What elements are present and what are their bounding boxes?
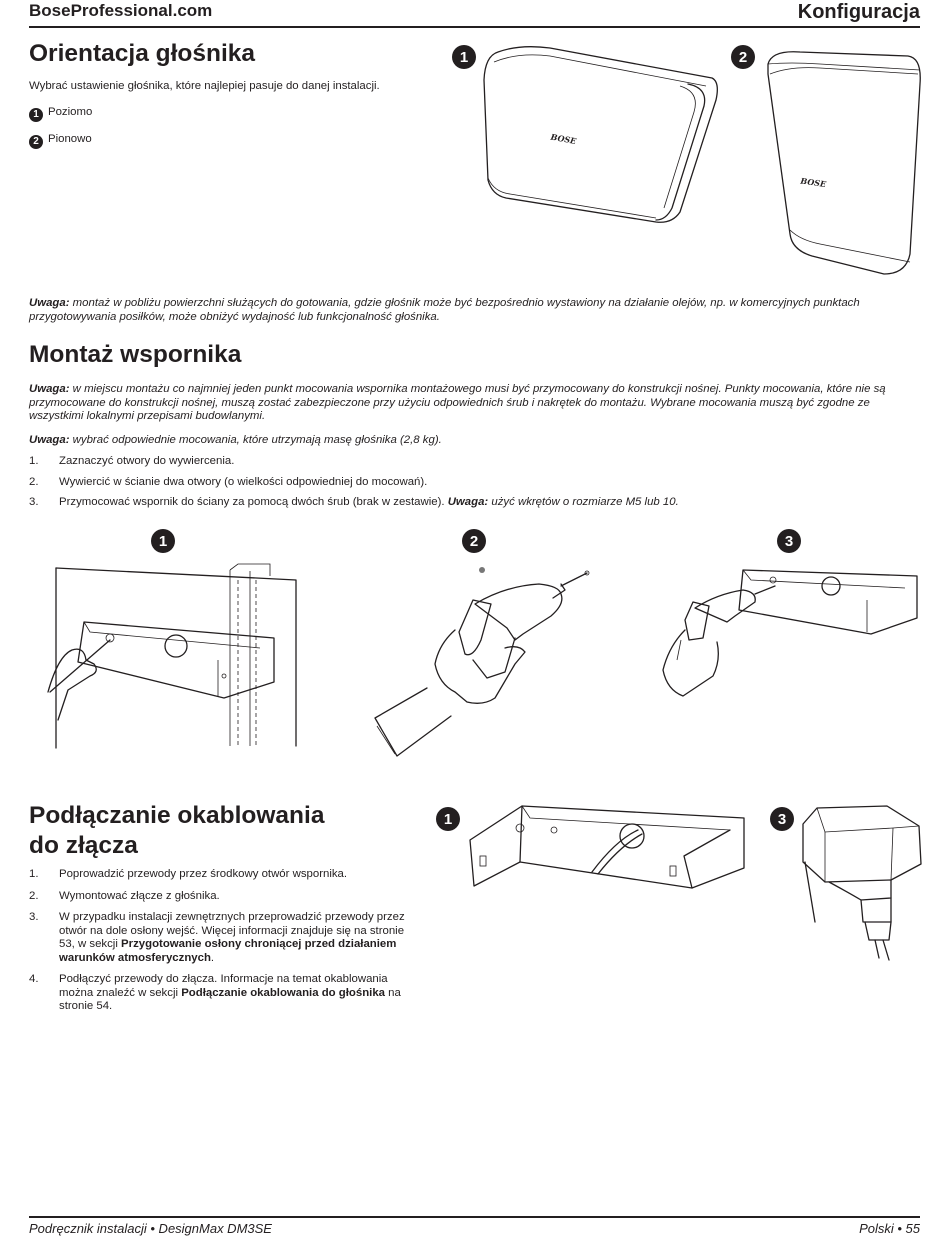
figure-badge-step1: 1 [151,529,175,553]
bose-logo-horizontal: BOSE [549,131,578,146]
figure-badge-step2: 2 [462,529,486,553]
vertical-speaker-illustration [760,44,930,280]
site-name: BoseProfessional.com [29,1,213,20]
option-label: Pionowo [48,133,92,145]
footer-page-number: Polski • 55 [859,1221,920,1236]
wiring-title: Podłączanie okablowania do złącza [29,802,325,859]
note-text: wybrać odpowiednie mocowania, które utrzymają masę głośnika (2,8 kg). [69,434,442,446]
list-item: 2. Wymontować złącze z głośnika. [29,889,220,902]
drill-holes-illustration [355,560,595,770]
option-label: Poziomo [48,106,93,118]
orientation-note [29,297,921,324]
bracket-note-structure [29,383,921,424]
orientation-option-vertical [29,133,92,149]
list-item: 1. Poprowadzić przewody przez środkowy otwór wspornika. [29,868,348,880]
orientation-option-horizontal [29,106,92,122]
figure-badge-step3: 3 [777,529,801,553]
wiring-steps [29,868,419,1014]
section-title: Konfiguracja [797,1,920,23]
mark-holes-illustration [28,560,308,755]
bracket-steps [29,455,679,510]
list-item: 2. Wywiercić w ścianie dwa otwory (o wielkości odpowiedniej do mocowań). [29,475,428,488]
number-badge: 1 [29,108,43,122]
horizontal-speaker-illustration [480,40,725,230]
list-item: 1. Zaznaczyć otwory do wywiercenia. [29,455,235,467]
orientation-intro: Wybrać ustawienie głośnika, które najlepiej pasuje do danej instalacji. [29,80,380,92]
list-item: 3. Przymocować wspornik do ściany za pomocą dwóch śrub (brak w zestawie). Uwaga: użyć wkrętów o rozmiarze M5 lub 10. [29,496,679,508]
bracket-note-weight [29,434,442,448]
figure-badge-wiring3: 3 [770,807,794,831]
bracket-title: Montaż wspornika [29,341,242,368]
figure-badge-wiring1: 1 [436,807,460,831]
orientation-title: Orientacja głośnika [29,40,256,67]
connector-illustration [795,802,925,962]
footer-manual-title: Podręcznik instalacji • DesignMax DM3SE [29,1221,272,1236]
note-label: Uwaga: [29,434,70,446]
figure-badge-horizontal: 1 [452,45,476,69]
bracket-cable-illustration [460,800,750,905]
note-label: Uwaga: [29,297,70,309]
note-text: montaż w pobliżu powierzchni służących do gotowania, gdzie głośnik może być bezpośrednio wystawiony na działanie olejów, np. w komercyjnych punktach przygotowywania posiłków, może obniżyć wydajność lub funkcjonalność głośnika. [29,297,860,323]
number-badge: 2 [29,135,43,149]
list-item: 4. Podłączyć przewody do złącza. Informacje na temat okablowania można znaleźć w sekcji Podłączanie okablowania do głośnika na stronie 54. [29,973,401,1012]
note-text: w miejscu montażu co najmniej jeden punkt mocowania wspornika montażowego musi być przymocowany do konstrukcji nośnej. Punkty mocowania, które nie są przymocowane do konstrukcji nośnej, muszą zostać zabezpieczone przy użyciu odpowiednich śrub i nakrętek do montażu. Wybrane mocowania muszą być zgodne ze wszystkimi lokalnymi przepisami budowlanymi. [29,383,886,422]
footer-rule [29,1216,920,1218]
note-label: Uwaga: [29,383,70,395]
header-rule [29,26,920,28]
fasten-bracket-illustration [655,560,925,720]
figure-badge-vertical: 2 [731,45,755,69]
bose-logo-vertical: BOSE [799,175,827,190]
list-item: 3. W przypadku instalacji zewnętrznych przeprowadzić przewody przez otwór na dole osłony wejść. Więcej informacji znajduje się na stronie 53, w sekcji Przygotowanie osłony chroniącej przed działaniem warunków atmosferycznych. [29,911,405,964]
